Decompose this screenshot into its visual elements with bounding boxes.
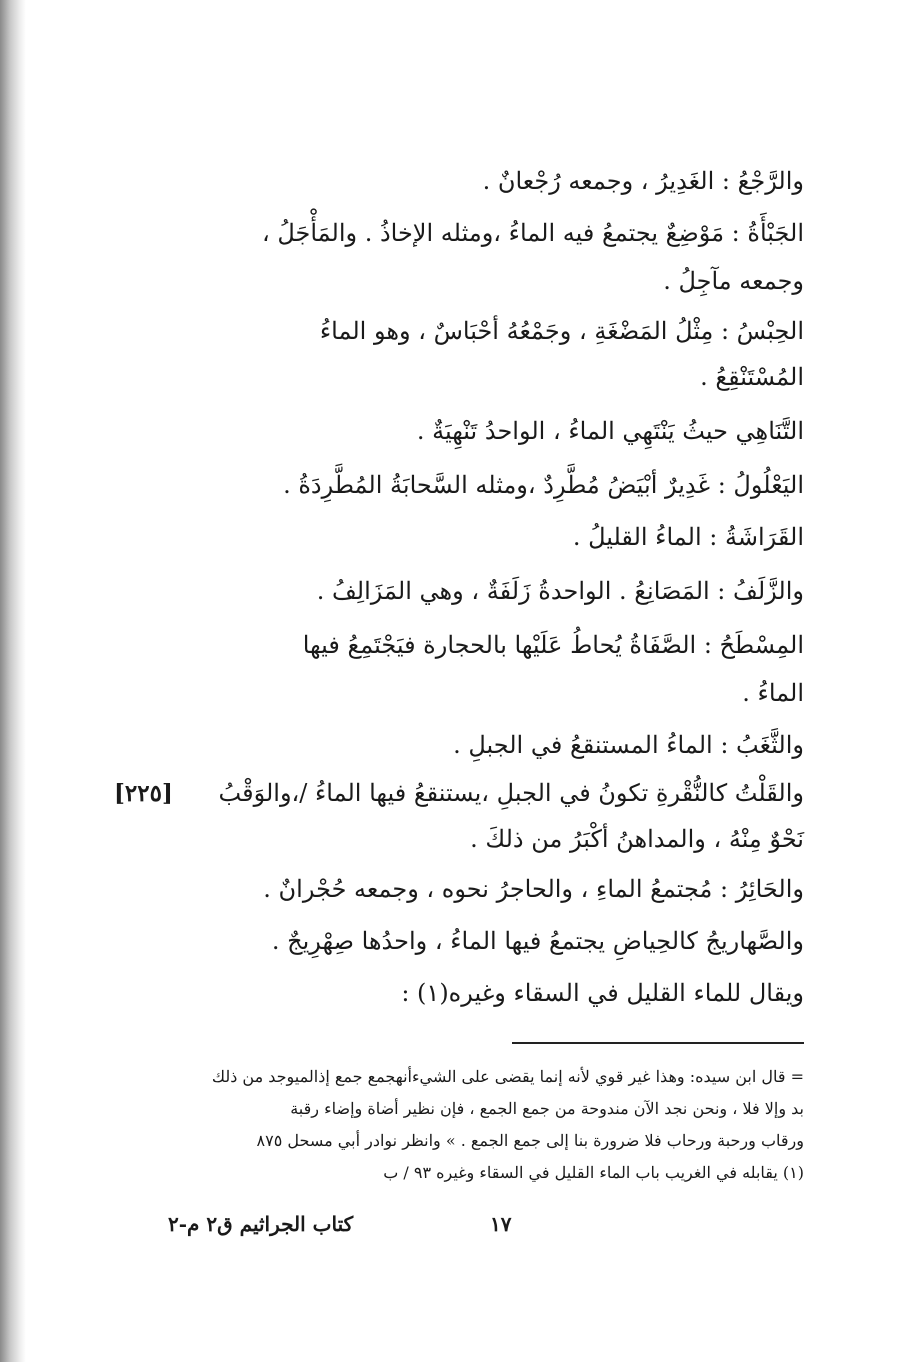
page-number: ١٧ [490, 1212, 512, 1236]
footnote-line: = قال ابن سيده: وهذا غير قوي لأنه إنما يقضى على الشيءأنهجمع جمع إذالميوجد من ذلك [211, 1067, 804, 1086]
text-line: نَحْوٌ مِنْهُ ، والمداهنُ أكْبَرُ من ذلكَ . [470, 825, 804, 853]
text-line: اليَعْلُولُ : غَدِيرٌ أبْيَضُ مُطَّرِدٌ ،ومثله السَّحابَةُ المُطَّرِدَةُ . [283, 471, 804, 499]
printer-signature: كتاب الجراثيم ق٢ م-٢ [168, 1212, 354, 1236]
text-line: القَرَاشَةُ : الماءُ القليلُ . [572, 523, 804, 551]
text-line: ويقال للماء القليل في السقاء وغيره(١) : [401, 979, 804, 1007]
text-line: والرَّجْعُ : الغَدِيرُ ، وجمعه رُجْعانٌ . [482, 167, 804, 195]
text-line: التَّنَاهِي حيثُ يَنْتَهِي الماءُ ، الواحدُ تَنْهِيَةٌ . [416, 417, 804, 445]
footnote-line: بد وإلا فلا ، ونحن نجد الآن مندوحة من جمع الجمع ، فإن نظير أضاة وإضاء رقبة [290, 1099, 804, 1118]
footnote-line: (١) يقابله في الغريب باب الماء القليل في السقاء وغيره ٩٣ / ب [383, 1163, 804, 1182]
text-line: والحَائِرُ : مُجتمعُ الماءِ ، والحاجرُ نحوه ، وجمعه حُجْرانٌ . [263, 875, 804, 903]
text-line: والثَّغَبُ : الماءُ المستنقعُ في الجبلِ . [453, 731, 804, 759]
footnote-separator [512, 1042, 804, 1044]
text-line: والقَلْتُ كالنُّقْرةِ تكونُ في الجبلِ ،يستنقعُ فيها الماءُ /،والوَقْبُ [218, 779, 804, 807]
text-line: المُسْتَنْقِعُ . [700, 363, 804, 391]
text-line: المِسْطَحُ : الصَّفَاةُ يُحاطُ عَلَيْها بالحجارة فيَجْتَمِعُ فيها [302, 631, 804, 659]
text-line: الماءُ . [742, 679, 804, 707]
footnote-line: ورقاب ورحبة ورحاب فلا ضرورة بنا إلى جمع الجمع . » وانظر نوادر أبي مسحل ٨٧٥ [256, 1131, 804, 1150]
text-line: والزَّلَفُ : المَصَانِعُ . الواحدةُ زَلَفَةٌ ، وهي المَزَالِفُ . [316, 577, 804, 605]
text-line: وجمعه مآجِلُ . [663, 267, 804, 295]
text-line: الجَبْأَةُ : مَوْضِعٌ يجتمعُ فيه الماءُ ،ومثله الإخاذُ . والمَأْجَلُ ، [261, 219, 804, 247]
text-line: الحِبْسُ : مِثْلُ المَضْغَةِ ، وجَمْعُهُ أحْبَاسٌ ، وهو الماءُ [319, 317, 804, 345]
text-line: والصَّهاريجُ كالحِياضِ يجتمعُ فيها الماءُ ، واحدُها صِهْرِيجٌ . [271, 927, 804, 955]
margin-page-marker: [٢٢٥] [114, 780, 173, 807]
